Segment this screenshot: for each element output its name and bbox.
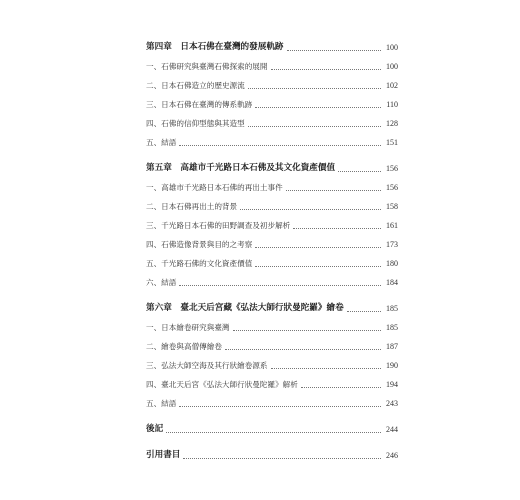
section-title: 二、繪卷與高僧傳繪卷 <box>146 342 222 351</box>
dot-leader <box>255 266 381 267</box>
dot-leader <box>179 285 381 286</box>
page-number: 100 <box>386 43 398 52</box>
section-title: 六、結語 <box>146 278 177 287</box>
dot-leader <box>347 311 381 312</box>
page-number: 173 <box>386 240 398 249</box>
chapter-spacer <box>146 294 398 301</box>
dot-leader <box>183 458 381 459</box>
section-entry[interactable] <box>146 358 398 373</box>
chapter-4-entry[interactable] <box>146 40 398 55</box>
chapter-spacer <box>146 415 398 422</box>
dot-leader <box>271 368 382 369</box>
chapter-5-entry[interactable] <box>146 161 398 176</box>
page-number: 184 <box>386 278 398 287</box>
section-title: 四、石佛造像背景與目的之考察 <box>146 240 253 249</box>
chapter-spacer <box>146 154 398 161</box>
section-title: 二、日本石佛造立的歷史源流 <box>146 81 245 90</box>
section-entry[interactable] <box>146 275 398 290</box>
dot-leader <box>255 107 381 108</box>
page-number: 185 <box>386 323 398 332</box>
section-title: 三、千光路日本石佛的田野調查及初步解析 <box>146 221 291 230</box>
section-title: 五、千光路石佛的文化資產價值 <box>146 259 253 268</box>
page-number: 102 <box>386 81 398 90</box>
dot-leader <box>255 247 381 248</box>
section-entry[interactable] <box>146 256 398 271</box>
page-number: 190 <box>386 361 398 370</box>
page-number: 185 <box>386 304 398 313</box>
references-title: 引用書目 <box>146 450 181 460</box>
page-number: 161 <box>386 221 398 230</box>
page-number: 100 <box>386 62 398 71</box>
section-entry[interactable] <box>146 180 398 195</box>
section-entry[interactable] <box>146 396 398 411</box>
dot-leader <box>179 145 381 146</box>
page-number: 158 <box>386 202 398 211</box>
dot-leader <box>233 330 381 331</box>
page-number: 194 <box>386 380 398 389</box>
dot-leader <box>248 88 381 89</box>
chapter-title: 第六章 臺北天后宮藏《弘法大師行狀曼陀羅》繪卷 <box>146 303 344 313</box>
chapter-title: 第五章 高雄市千光路日本石佛及其文化資產價值 <box>146 163 336 173</box>
page-number: 110 <box>386 100 398 109</box>
page-number: 180 <box>386 259 398 268</box>
chapter-spacer <box>146 441 398 448</box>
section-title: 五、結語 <box>146 138 177 147</box>
dot-leader <box>338 171 381 172</box>
section-title: 四、臺北天后宮《弘法大師行狀曼陀羅》解析 <box>146 380 298 389</box>
page-number: 156 <box>386 183 398 192</box>
section-title: 三、弘法大師空海及其行狀繪卷源系 <box>146 361 268 370</box>
dot-leader <box>179 406 381 407</box>
section-entry[interactable] <box>146 97 398 112</box>
afterword-entry[interactable] <box>146 422 398 437</box>
section-entry[interactable] <box>146 78 398 93</box>
page-number: 244 <box>386 425 398 434</box>
section-title: 一、石佛研究與臺灣石佛探索的展開 <box>146 62 268 71</box>
section-title: 一、日本繪卷研究與臺灣 <box>146 323 230 332</box>
page-number: 187 <box>386 342 398 351</box>
dot-leader <box>166 432 381 433</box>
dot-leader <box>293 228 381 229</box>
section-title: 三、日本石佛在臺灣的傳系軌跡 <box>146 100 253 109</box>
dot-leader <box>240 209 381 210</box>
dot-leader <box>271 69 382 70</box>
afterword-title: 後記 <box>146 424 164 434</box>
section-title: 二、日本石佛再出土的背景 <box>146 202 238 211</box>
page-number: 156 <box>386 164 398 173</box>
dot-leader <box>301 387 381 388</box>
page-number: 128 <box>386 119 398 128</box>
section-entry[interactable] <box>146 116 398 131</box>
section-entry[interactable] <box>146 59 398 74</box>
section-title: 一、高雄市千光路日本石佛的再出土事件 <box>146 183 283 192</box>
section-title: 四、石佛的信仰型態與其造型 <box>146 119 245 128</box>
section-entry[interactable] <box>146 377 398 392</box>
section-entry[interactable] <box>146 339 398 354</box>
dot-leader <box>225 349 381 350</box>
section-entry[interactable] <box>146 218 398 233</box>
chapter-title: 第四章 日本石佛在臺灣的發展軌跡 <box>146 42 284 52</box>
page-number: 243 <box>386 399 398 408</box>
page-number: 151 <box>386 138 398 147</box>
dot-leader <box>287 50 381 51</box>
chapter-6-entry[interactable] <box>146 301 398 316</box>
section-entry[interactable] <box>146 199 398 214</box>
section-entry[interactable] <box>146 237 398 252</box>
dot-leader <box>248 126 381 127</box>
table-of-contents <box>146 40 398 467</box>
section-entry[interactable] <box>146 135 398 150</box>
references-entry[interactable] <box>146 448 398 463</box>
section-entry[interactable] <box>146 320 398 335</box>
page-number: 246 <box>386 451 398 460</box>
section-title: 五、結語 <box>146 399 177 408</box>
dot-leader <box>286 190 381 191</box>
